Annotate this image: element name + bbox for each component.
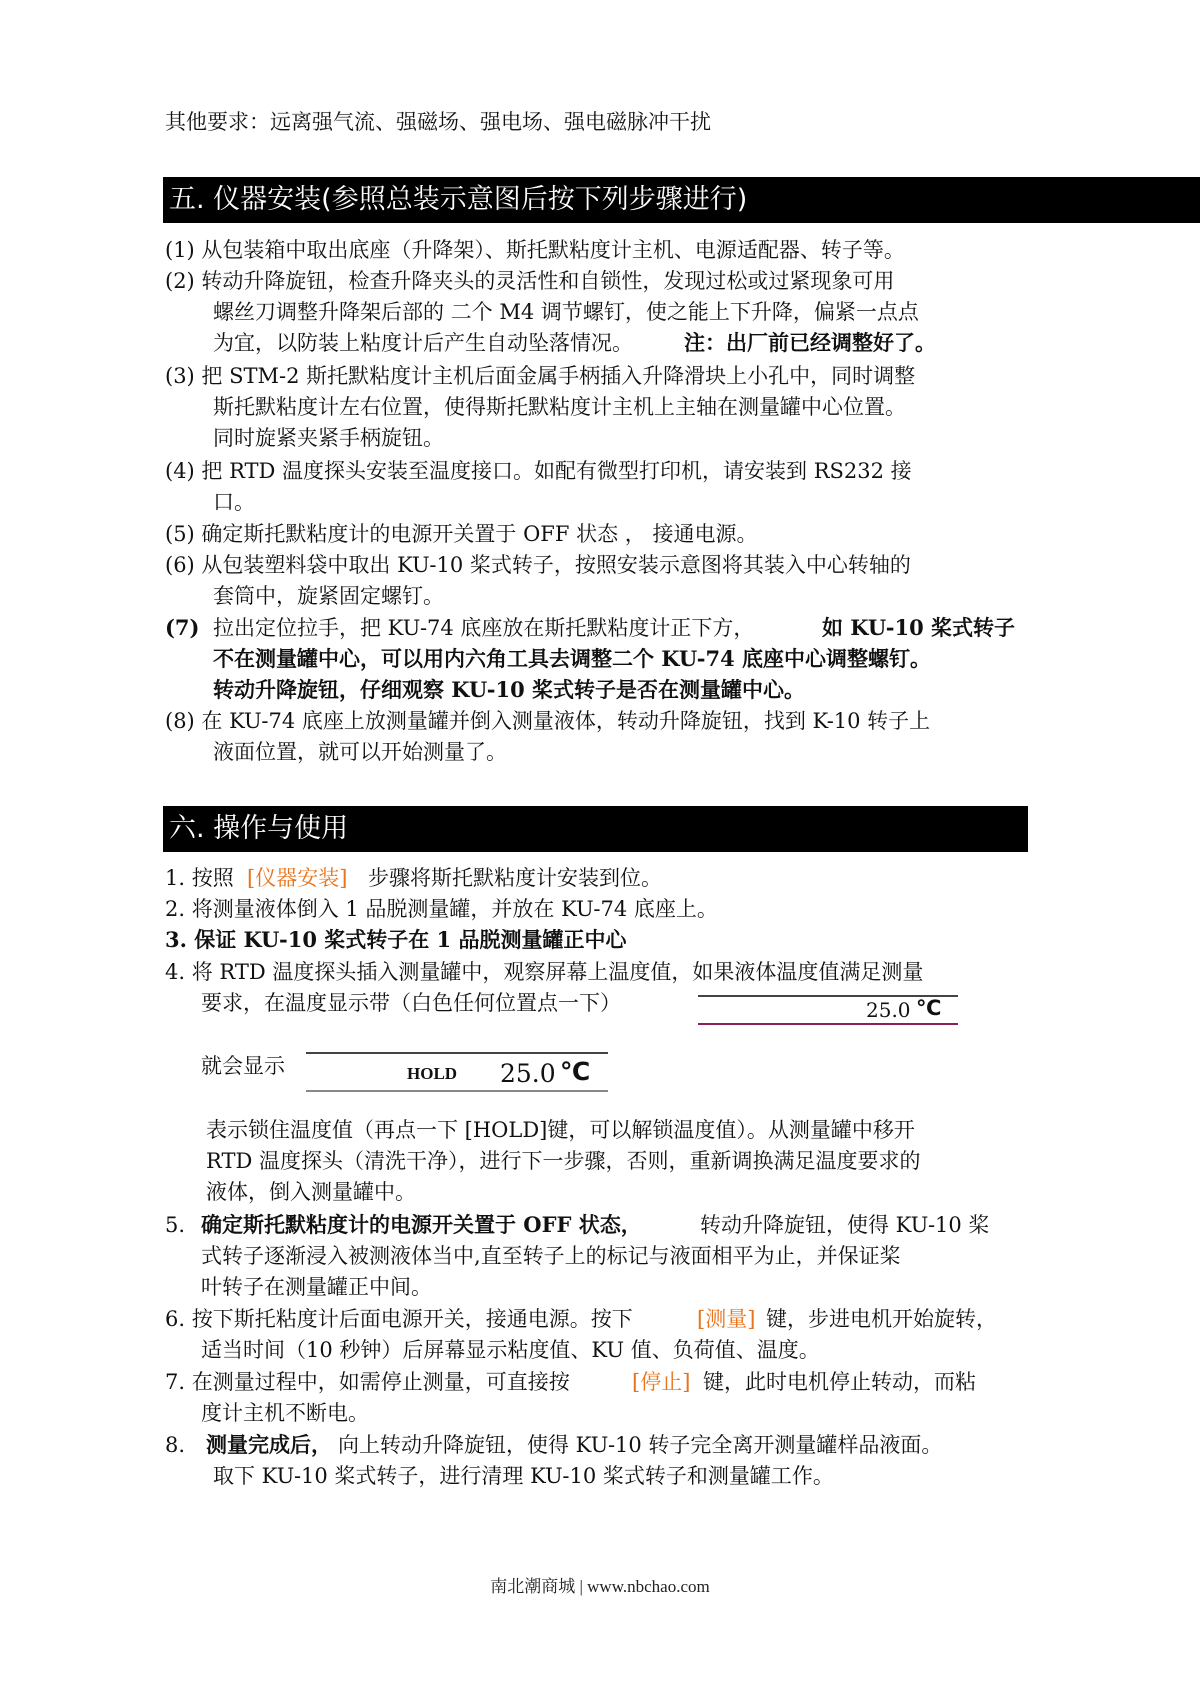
list-item: 2. 将测量液体倒入 1 品脱测量罐，并放在 KU-74 底座上。 — [165, 897, 718, 921]
list-item: 取下 KU-10 桨式转子，进行清理 KU-10 桨式转子和测量罐工作。 — [213, 1464, 834, 1488]
temperature-value: 25.0 — [866, 998, 911, 1022]
list-item-number: 8. — [165, 1433, 186, 1457]
list-item: 向上转动升降旋钮，使得 KU-10 转子完全离开测量罐样品液面。 — [338, 1433, 943, 1457]
list-item-bold: 测量完成后， — [206, 1432, 332, 1457]
list-item: 就会显示 — [201, 1054, 285, 1078]
celsius-unit: ℃ — [916, 996, 942, 1020]
list-item-bold: 确定斯托默粘度计的电源开关置于 OFF 状态， — [201, 1212, 642, 1237]
section5-title: 五. 仪器安装(参照总装示意图后按下列步骤进行) — [163, 177, 1200, 223]
list-item: 1. 按照 — [165, 866, 234, 890]
list-item: (5) 确定斯托默粘度计的电源开关置于 OFF 状态 ， 接通电源。 — [165, 522, 758, 546]
list-item: 拉出定位拉手，把 KU-74 底座放在斯托默粘度计正下方， — [213, 616, 755, 640]
hold-label: HOLD — [407, 1064, 458, 1083]
list-item: 键，步进电机开始旋转， — [766, 1307, 997, 1331]
link-stop: [停止] — [632, 1370, 691, 1394]
list-item-number: (7) — [165, 615, 200, 640]
list-item-bold: 不在测量罐中心，可以用内六角工具去调整二个 KU-74 底座中心调整螺钉。 — [213, 646, 932, 671]
celsius-unit: ℃ — [560, 1057, 591, 1086]
list-item: 4. 将 RTD 温度探头插入测量罐中，观察屏幕上温度值，如果液体温度值满足测量 — [165, 960, 924, 984]
list-item: 转动升降旋钮，使得 KU-10 桨 — [700, 1213, 990, 1237]
list-item: 口。 — [213, 490, 255, 514]
list-item: 适当时间（10 秒钟）后屏幕显示粘度值、KU 值、负荷值、温度。 — [201, 1338, 820, 1362]
list-item: 液体，倒入测量罐中。 — [206, 1180, 416, 1204]
temperature-display-band[interactable] — [698, 995, 958, 1025]
list-item: 度计主机不断电。 — [201, 1401, 369, 1425]
list-item: 键，此时电机停止转动，而粘 — [703, 1370, 976, 1394]
footer-text: 南北潮商城 | www.nbchao.com — [490, 1577, 710, 1596]
list-item: (8) 在 KU-74 底座上放测量罐并倒入测量液体，转动升降旋钮，找到 K-10 转子上 — [165, 709, 931, 733]
list-item: 7. 在测量过程中，如需停止测量，可直接按 — [165, 1370, 570, 1394]
list-item: (3) 把 STM-2 斯托默粘度计主机后面金属手柄插入升降滑块上小孔中，同时调整 — [165, 364, 916, 388]
list-item-bold: 如 KU-10 桨式转子 — [822, 615, 1016, 640]
link-install: [仪器安装] — [247, 866, 348, 890]
temperature-hold-display[interactable] — [306, 1052, 608, 1092]
note-factory-adjusted: 注：出厂前已经调整好了。 — [684, 330, 936, 355]
list-item: 6. 按下斯托粘度计后面电源开关，接通电源。按下 — [165, 1307, 633, 1331]
list-item-bold: 3. 保证 KU-10 桨式转子在 1 品脱测量罐正中心 — [165, 927, 627, 952]
list-item: 表示锁住温度值（再点一下 [HOLD]键，可以解锁温度值）。从测量罐中移开 — [206, 1118, 915, 1142]
list-item: 为宜，以防装上粘度计后产生自动坠落情况。 — [213, 331, 633, 355]
list-item: 斯托默粘度计左右位置，使得斯托默粘度计主机上主轴在测量罐中心位置。 — [213, 395, 906, 419]
list-item: 步骤将斯托默粘度计安装到位。 — [368, 866, 662, 890]
list-item: 液面位置，就可以开始测量了。 — [213, 740, 507, 764]
link-measure: [测量] — [697, 1307, 756, 1331]
list-item: (4) 把 RTD 温度探头安装至温度接口。如配有微型打印机，请安装到 RS232 接 — [165, 459, 912, 483]
list-item: 叶转子在测量罐正中间。 — [201, 1275, 432, 1299]
list-item: 式转子逐渐浸入被测液体当中,直至转子上的标记与液面相平为止，并保证桨 — [201, 1244, 901, 1268]
list-item: (1) 从包装箱中取出底座（升降架）、斯托默粘度计主机、电源适配器、转子等。 — [165, 238, 905, 262]
list-item: 螺丝刀调整升降架后部的 二个 M4 调节螺钉，使之能上下升降，偏紧一点点 — [213, 300, 919, 324]
list-item: (6) 从包装塑料袋中取出 KU-10 桨式转子，按照安装示意图将其装入中心转轴的 — [165, 553, 911, 577]
list-item-bold: 转动升降旋钮，仔细观察 KU-10 桨式转子是否在测量罐中心。 — [213, 677, 806, 702]
list-item-number: 5. — [165, 1213, 186, 1237]
other-requirements: 其他要求：远离强气流、强磁场、强电场、强电磁脉冲干扰 — [165, 110, 711, 134]
list-item: (2) 转动升降旋钮，检查升降夹头的灵活性和自锁性，发现过松或过紧现象可用 — [165, 269, 895, 293]
temperature-value: 25.0 — [500, 1059, 556, 1088]
list-item: 套筒中，旋紧固定螺钉。 — [213, 584, 444, 608]
list-item: 同时旋紧夹紧手柄旋钮。 — [213, 426, 444, 450]
list-item: RTD 温度探头（清洗干净），进行下一步骤，否则，重新调换满足温度要求的 — [206, 1149, 921, 1173]
section6-title: 六. 操作与使用 — [163, 806, 1028, 852]
list-item: 要求，在温度显示带（白色任何位置点一下） — [201, 991, 621, 1015]
